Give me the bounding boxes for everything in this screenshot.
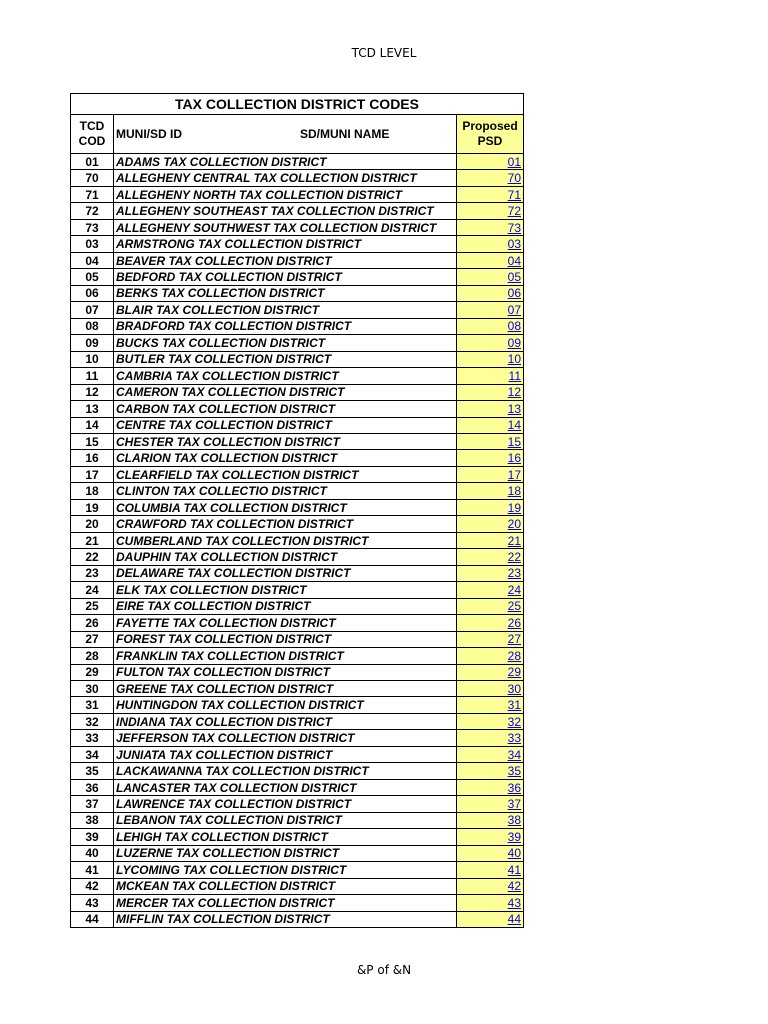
table-row bbox=[71, 631, 524, 647]
table-row bbox=[71, 862, 524, 878]
row-tcd-code: 24 bbox=[71, 582, 114, 598]
row-tcd-code: 73 bbox=[71, 219, 114, 235]
row-tcd-code: 07 bbox=[71, 302, 114, 318]
row-tcd-code: 36 bbox=[71, 779, 114, 795]
row-tcd-code: 23 bbox=[71, 565, 114, 581]
row-district-name: LACKAWANNA TAX COLLECTION DISTRICT bbox=[114, 763, 457, 779]
row-proposed-psd-link[interactable]: 05 bbox=[457, 269, 524, 285]
row-proposed-psd-link[interactable]: 10 bbox=[457, 351, 524, 367]
row-proposed-psd-link[interactable]: 38 bbox=[457, 812, 524, 828]
row-proposed-psd-link[interactable]: 15 bbox=[457, 433, 524, 449]
row-tcd-code: 28 bbox=[71, 648, 114, 664]
row-tcd-code: 38 bbox=[71, 812, 114, 828]
row-district-name: BLAIR TAX COLLECTION DISTRICT bbox=[114, 302, 457, 318]
table-row bbox=[71, 384, 524, 400]
row-district-name: LUZERNE TAX COLLECTION DISTRICT bbox=[114, 845, 457, 861]
table-row bbox=[71, 252, 524, 268]
table-row bbox=[71, 532, 524, 548]
row-district-name: EIRE TAX COLLECTION DISTRICT bbox=[114, 598, 457, 614]
row-tcd-code: 27 bbox=[71, 631, 114, 647]
row-district-name: FRANKLIN TAX COLLECTION DISTRICT bbox=[114, 648, 457, 664]
table-row bbox=[71, 746, 524, 762]
table-row bbox=[71, 318, 524, 334]
row-tcd-code: 16 bbox=[71, 450, 114, 466]
row-district-name: CHESTER TAX COLLECTION DISTRICT bbox=[114, 433, 457, 449]
row-proposed-psd-link[interactable]: 20 bbox=[457, 516, 524, 532]
row-proposed-psd-link[interactable]: 71 bbox=[457, 186, 524, 202]
row-proposed-psd-link[interactable]: 27 bbox=[457, 631, 524, 647]
table-row bbox=[71, 648, 524, 664]
row-proposed-psd-link[interactable]: 30 bbox=[457, 681, 524, 697]
row-proposed-psd-link[interactable]: 06 bbox=[457, 285, 524, 301]
row-district-name: MCKEAN TAX COLLECTION DISTRICT bbox=[114, 878, 457, 894]
table-row bbox=[71, 466, 524, 482]
row-district-name: ALLEGHENY SOUTHWEST TAX COLLECTION DISTRICT bbox=[114, 219, 457, 235]
row-district-name: FOREST TAX COLLECTION DISTRICT bbox=[114, 631, 457, 647]
row-tcd-code: 26 bbox=[71, 615, 114, 631]
table-row bbox=[71, 549, 524, 565]
row-district-name: ADAMS TAX COLLECTION DISTRICT bbox=[114, 154, 457, 170]
row-proposed-psd-link[interactable]: 11 bbox=[457, 368, 524, 384]
row-proposed-psd-link[interactable]: 31 bbox=[457, 697, 524, 713]
row-proposed-psd-link[interactable]: 17 bbox=[457, 466, 524, 482]
table-row bbox=[71, 170, 524, 186]
row-proposed-psd-link[interactable]: 09 bbox=[457, 335, 524, 351]
row-district-name: ELK TAX COLLECTION DISTRICT bbox=[114, 582, 457, 598]
row-proposed-psd-link[interactable]: 44 bbox=[457, 911, 524, 927]
table-row bbox=[71, 664, 524, 680]
row-district-name: DELAWARE TAX COLLECTION DISTRICT bbox=[114, 565, 457, 581]
row-district-name: CRAWFORD TAX COLLECTION DISTRICT bbox=[114, 516, 457, 532]
table-row bbox=[71, 154, 524, 170]
table-row bbox=[71, 483, 524, 499]
table-row bbox=[71, 895, 524, 911]
header-proposed-psd bbox=[457, 115, 524, 154]
table-row bbox=[71, 433, 524, 449]
row-tcd-code: 71 bbox=[71, 186, 114, 202]
row-proposed-psd-link[interactable]: 33 bbox=[457, 730, 524, 746]
row-district-name: FULTON TAX COLLECTION DISTRICT bbox=[114, 664, 457, 680]
row-district-name: CAMBRIA TAX COLLECTION DISTRICT bbox=[114, 368, 457, 384]
row-proposed-psd-link[interactable]: 42 bbox=[457, 878, 524, 894]
row-tcd-code: 03 bbox=[71, 236, 114, 252]
row-tcd-code: 33 bbox=[71, 730, 114, 746]
row-proposed-psd-link[interactable]: 72 bbox=[457, 203, 524, 219]
header-tcd-code bbox=[71, 115, 114, 154]
row-proposed-psd-link[interactable]: 70 bbox=[457, 170, 524, 186]
row-proposed-psd-link[interactable]: 21 bbox=[457, 532, 524, 548]
row-tcd-code: 04 bbox=[71, 252, 114, 268]
row-district-name: BERKS TAX COLLECTION DISTRICT bbox=[114, 285, 457, 301]
row-district-name: LEHIGH TAX COLLECTION DISTRICT bbox=[114, 829, 457, 845]
row-district-name: GREENE TAX COLLECTION DISTRICT bbox=[114, 681, 457, 697]
table-row bbox=[71, 878, 524, 894]
row-district-name: HUNTINGDON TAX COLLECTION DISTRICT bbox=[114, 697, 457, 713]
row-proposed-psd-link[interactable]: 40 bbox=[457, 845, 524, 861]
row-tcd-code: 01 bbox=[71, 154, 114, 170]
table-row bbox=[71, 829, 524, 845]
row-district-name: BUTLER TAX COLLECTION DISTRICT bbox=[114, 351, 457, 367]
row-proposed-psd-link[interactable]: 18 bbox=[457, 483, 524, 499]
row-tcd-code: 05 bbox=[71, 269, 114, 285]
row-tcd-code: 15 bbox=[71, 433, 114, 449]
row-tcd-code: 09 bbox=[71, 335, 114, 351]
district-codes-table bbox=[70, 93, 524, 928]
row-tcd-code: 43 bbox=[71, 895, 114, 911]
row-tcd-code: 08 bbox=[71, 318, 114, 334]
row-proposed-psd-link[interactable]: 19 bbox=[457, 499, 524, 515]
row-district-name: INDIANA TAX COLLECTION DISTRICT bbox=[114, 713, 457, 729]
table-title: TAX COLLECTION DISTRICT CODES bbox=[71, 94, 524, 115]
row-district-name: JEFFERSON TAX COLLECTION DISTRICT bbox=[114, 730, 457, 746]
row-proposed-psd-link[interactable]: 28 bbox=[457, 648, 524, 664]
row-proposed-psd-link[interactable]: 13 bbox=[457, 401, 524, 417]
row-district-name: CLINTON TAX COLLECTIO DISTRICT bbox=[114, 483, 457, 499]
row-district-name: MIFFLIN TAX COLLECTION DISTRICT bbox=[114, 911, 457, 927]
row-proposed-psd-link[interactable]: 16 bbox=[457, 450, 524, 466]
row-district-name: MERCER TAX COLLECTION DISTRICT bbox=[114, 895, 457, 911]
row-proposed-psd-link[interactable]: 32 bbox=[457, 713, 524, 729]
row-district-name: BEDFORD TAX COLLECTION DISTRICT bbox=[114, 269, 457, 285]
row-proposed-psd-link[interactable]: 22 bbox=[457, 549, 524, 565]
row-tcd-code: 39 bbox=[71, 829, 114, 845]
table-row bbox=[71, 516, 524, 532]
row-proposed-psd-link[interactable]: 37 bbox=[457, 796, 524, 812]
row-district-name: CARBON TAX COLLECTION DISTRICT bbox=[114, 401, 457, 417]
row-proposed-psd-link[interactable]: 36 bbox=[457, 779, 524, 795]
row-tcd-code: 21 bbox=[71, 532, 114, 548]
row-district-name: ALLEGHENY CENTRAL TAX COLLECTION DISTRICT bbox=[114, 170, 457, 186]
row-proposed-psd-link[interactable]: 25 bbox=[457, 598, 524, 614]
row-tcd-code: 11 bbox=[71, 368, 114, 384]
table-row bbox=[71, 713, 524, 729]
table-row bbox=[71, 285, 524, 301]
table-row bbox=[71, 812, 524, 828]
table-row bbox=[71, 335, 524, 351]
table-row bbox=[71, 450, 524, 466]
table-row bbox=[71, 368, 524, 384]
row-tcd-code: 29 bbox=[71, 664, 114, 680]
table-row bbox=[71, 219, 524, 235]
row-tcd-code: 06 bbox=[71, 285, 114, 301]
table-row bbox=[71, 417, 524, 433]
row-tcd-code: 37 bbox=[71, 796, 114, 812]
header-tcd-line2: COD bbox=[78, 134, 106, 148]
row-district-name: ALLEGHENY SOUTHEAST TAX COLLECTION DISTRICT bbox=[114, 203, 457, 219]
row-proposed-psd-link[interactable]: 43 bbox=[457, 895, 524, 911]
header-psd-line2: PSD bbox=[477, 134, 503, 148]
row-tcd-code: 25 bbox=[71, 598, 114, 614]
row-district-name: LYCOMING TAX COLLECTION DISTRICT bbox=[114, 862, 457, 878]
row-district-name: LEBANON TAX COLLECTION DISTRICT bbox=[114, 812, 457, 828]
row-tcd-code: 41 bbox=[71, 862, 114, 878]
row-proposed-psd-link[interactable]: 26 bbox=[457, 615, 524, 631]
table-row bbox=[71, 615, 524, 631]
page-header: TCD LEVEL bbox=[351, 46, 417, 60]
row-proposed-psd-link[interactable]: 07 bbox=[457, 302, 524, 318]
row-tcd-code: 42 bbox=[71, 878, 114, 894]
row-tcd-code: 13 bbox=[71, 401, 114, 417]
row-tcd-code: 35 bbox=[71, 763, 114, 779]
header-tcd-line1: TCD bbox=[79, 119, 105, 133]
row-district-name: BRADFORD TAX COLLECTION DISTRICT bbox=[114, 318, 457, 334]
row-tcd-code: 19 bbox=[71, 499, 114, 515]
row-tcd-code: 31 bbox=[71, 697, 114, 713]
table-row bbox=[71, 236, 524, 252]
table-row bbox=[71, 779, 524, 795]
row-tcd-code: 10 bbox=[71, 351, 114, 367]
table-row bbox=[71, 351, 524, 367]
row-proposed-psd-link[interactable]: 01 bbox=[457, 154, 524, 170]
row-district-name: ALLEGHENY NORTH TAX COLLECTION DISTRICT bbox=[114, 186, 457, 202]
table-row bbox=[71, 730, 524, 746]
table-row bbox=[71, 302, 524, 318]
row-tcd-code: 17 bbox=[71, 466, 114, 482]
row-tcd-code: 14 bbox=[71, 417, 114, 433]
row-district-name: CENTRE TAX COLLECTION DISTRICT bbox=[114, 417, 457, 433]
table-row bbox=[71, 763, 524, 779]
row-district-name: LANCASTER TAX COLLECTION DISTRICT bbox=[114, 779, 457, 795]
row-district-name: CLARION TAX COLLECTION DISTRICT bbox=[114, 450, 457, 466]
row-tcd-code: 40 bbox=[71, 845, 114, 861]
table-row bbox=[71, 401, 524, 417]
row-district-name: ARMSTRONG TAX COLLECTION DISTRICT bbox=[114, 236, 457, 252]
row-tcd-code: 22 bbox=[71, 549, 114, 565]
row-tcd-code: 44 bbox=[71, 911, 114, 927]
row-proposed-psd-link[interactable]: 41 bbox=[457, 862, 524, 878]
table-header-row bbox=[71, 115, 524, 154]
table-title-row bbox=[71, 94, 524, 115]
row-tcd-code: 32 bbox=[71, 713, 114, 729]
table-row bbox=[71, 697, 524, 713]
table-row bbox=[71, 582, 524, 598]
row-proposed-psd-link[interactable]: 14 bbox=[457, 417, 524, 433]
header-sd-muni-name: SD/MUNI NAME bbox=[300, 127, 390, 141]
table-row bbox=[71, 269, 524, 285]
row-tcd-code: 18 bbox=[71, 483, 114, 499]
row-proposed-psd-link[interactable]: 23 bbox=[457, 565, 524, 581]
table-row bbox=[71, 681, 524, 697]
row-proposed-psd-link[interactable]: 03 bbox=[457, 236, 524, 252]
row-tcd-code: 34 bbox=[71, 746, 114, 762]
table-row bbox=[71, 845, 524, 861]
row-tcd-code: 72 bbox=[71, 203, 114, 219]
row-district-name: BEAVER TAX COLLECTION DISTRICT bbox=[114, 252, 457, 268]
row-proposed-psd-link[interactable]: 04 bbox=[457, 252, 524, 268]
table-row bbox=[71, 499, 524, 515]
row-district-name: DAUPHIN TAX COLLECTION DISTRICT bbox=[114, 549, 457, 565]
table-row bbox=[71, 796, 524, 812]
row-district-name: CUMBERLAND TAX COLLECTION DISTRICT bbox=[114, 532, 457, 548]
row-district-name: CAMERON TAX COLLECTION DISTRICT bbox=[114, 384, 457, 400]
row-proposed-psd-link[interactable]: 39 bbox=[457, 829, 524, 845]
row-tcd-code: 20 bbox=[71, 516, 114, 532]
table-row bbox=[71, 565, 524, 581]
page-footer: &P of &N bbox=[356, 963, 412, 977]
row-proposed-psd-link[interactable]: 35 bbox=[457, 763, 524, 779]
table-row bbox=[71, 911, 524, 927]
row-tcd-code: 70 bbox=[71, 170, 114, 186]
row-proposed-psd-link[interactable]: 08 bbox=[457, 318, 524, 334]
row-tcd-code: 30 bbox=[71, 681, 114, 697]
table-row bbox=[71, 203, 524, 219]
table-row bbox=[71, 598, 524, 614]
row-district-name: FAYETTE TAX COLLECTION DISTRICT bbox=[114, 615, 457, 631]
row-district-name: COLUMBIA TAX COLLECTION DISTRICT bbox=[114, 499, 457, 515]
row-district-name: JUNIATA TAX COLLECTION DISTRICT bbox=[114, 746, 457, 762]
row-tcd-code: 12 bbox=[71, 384, 114, 400]
table-row bbox=[71, 186, 524, 202]
row-proposed-psd-link[interactable]: 24 bbox=[457, 582, 524, 598]
row-district-name: LAWRENCE TAX COLLECTION DISTRICT bbox=[114, 796, 457, 812]
row-district-name: CLEARFIELD TAX COLLECTION DISTRICT bbox=[114, 466, 457, 482]
row-district-name: BUCKS TAX COLLECTION DISTRICT bbox=[114, 335, 457, 351]
row-proposed-psd-link[interactable]: 29 bbox=[457, 664, 524, 680]
header-muni-name bbox=[114, 115, 457, 154]
row-proposed-psd-link[interactable]: 12 bbox=[457, 384, 524, 400]
header-muni-id: MUNI/SD ID bbox=[116, 127, 182, 141]
row-proposed-psd-link[interactable]: 34 bbox=[457, 746, 524, 762]
row-proposed-psd-link[interactable]: 73 bbox=[457, 219, 524, 235]
header-psd-line1: Proposed bbox=[462, 119, 518, 133]
